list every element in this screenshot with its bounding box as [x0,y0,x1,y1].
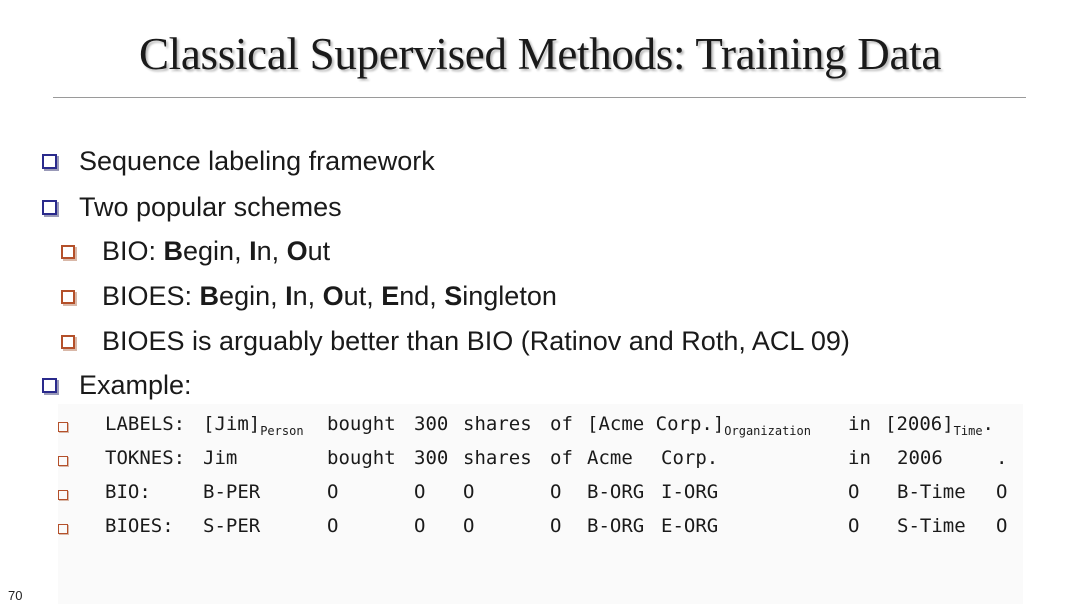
cell-2006: B-Time [897,481,966,503]
cell-300: 300 [414,413,449,435]
row-header: BIOES: [105,515,174,537]
table-row-labels [58,409,1023,439]
checkbox-bullet-icon [42,200,57,215]
cell-of: O [550,515,562,537]
bullet-sequence-labeling [42,146,435,177]
checkbox-bullet-icon [42,378,57,393]
cell-jim: $[Jim]_{Person}$ [203,413,304,438]
cell-shares: shares [463,447,532,469]
bullet-two-schemes [42,192,342,223]
cell-2006: $[2006]_{Time}$. [885,413,994,438]
cell-period: . [996,447,1008,469]
cell-corp: Corp. [661,447,719,469]
checkbox-bullet-icon [42,154,57,169]
bullet-bioes [61,281,557,312]
checkbox-bullet-icon [58,490,68,500]
cell-in: in [848,447,871,469]
cell-in: O [848,481,860,503]
cell-shares: O [463,481,475,503]
cell-in: O [848,515,860,537]
cell-300: O [414,481,426,503]
cell-300: O [414,515,426,537]
cell-in: in [848,413,871,435]
cell-of: of [550,413,573,435]
title-divider [53,97,1026,98]
cell-corp: I-ORG [661,481,719,503]
cell-of: O [550,481,562,503]
bullet-example [42,370,192,401]
bullet-text: Example: [79,370,192,400]
cell-period: O [996,515,1008,537]
bullet-bio [61,236,330,267]
cell-jim: B-PER [203,481,261,503]
cell-shares: O [463,515,475,537]
cell-300: 300 [414,447,449,469]
row-header: TOKNES: [105,447,186,469]
example-table [58,404,1023,604]
checkbox-bullet-icon [58,422,68,432]
cell-of: of [550,447,573,469]
cell-shares: shares [463,413,532,435]
cell-period: O [996,481,1008,503]
cell-acme: B-ORG [587,515,645,537]
bullet-text: BIO: Begin, In, Out [102,236,331,266]
row-header: BIO: [105,481,151,503]
bullet-text: BIOES is arguably better than BIO (Ratinov and Roth, ACL 09) [102,326,850,356]
cell-2006: S-Time [897,515,966,537]
cell-2006: 2006 [897,447,943,469]
cell-bought: O [327,515,339,537]
bullet-text: BIOES: Begin, In, Out, End, Singleton [102,281,557,311]
table-row-bio [58,477,1023,507]
cell-bought: bought [327,447,396,469]
table-row-tokens [58,443,1023,473]
table-row-bioes [58,511,1023,541]
cell-bought: O [327,481,339,503]
checkbox-bullet-icon [61,290,75,304]
row-header: LABELS: [105,413,186,435]
cell-corp: E-ORG [661,515,719,537]
cell-bought: bought [327,413,396,435]
checkbox-bullet-icon [61,335,75,349]
cell-acme-corp: [Acme $Corp.]_{Organization}$ [587,413,811,438]
cell-jim: Jim [203,447,238,469]
cell-acme: Acme [587,447,633,469]
bullet-text: Two popular schemes [79,192,342,222]
checkbox-bullet-icon [58,524,68,534]
page-number: 70 [8,588,23,603]
slide-title: Classical Supervised Methods: Training Data [138,29,942,79]
checkbox-bullet-icon [58,456,68,466]
cell-jim: S-PER [203,515,261,537]
cell-acme: B-ORG [587,481,645,503]
bullet-text: Sequence labeling framework [79,146,435,176]
bullet-bioes-comparison [61,326,850,357]
checkbox-bullet-icon [61,245,75,259]
